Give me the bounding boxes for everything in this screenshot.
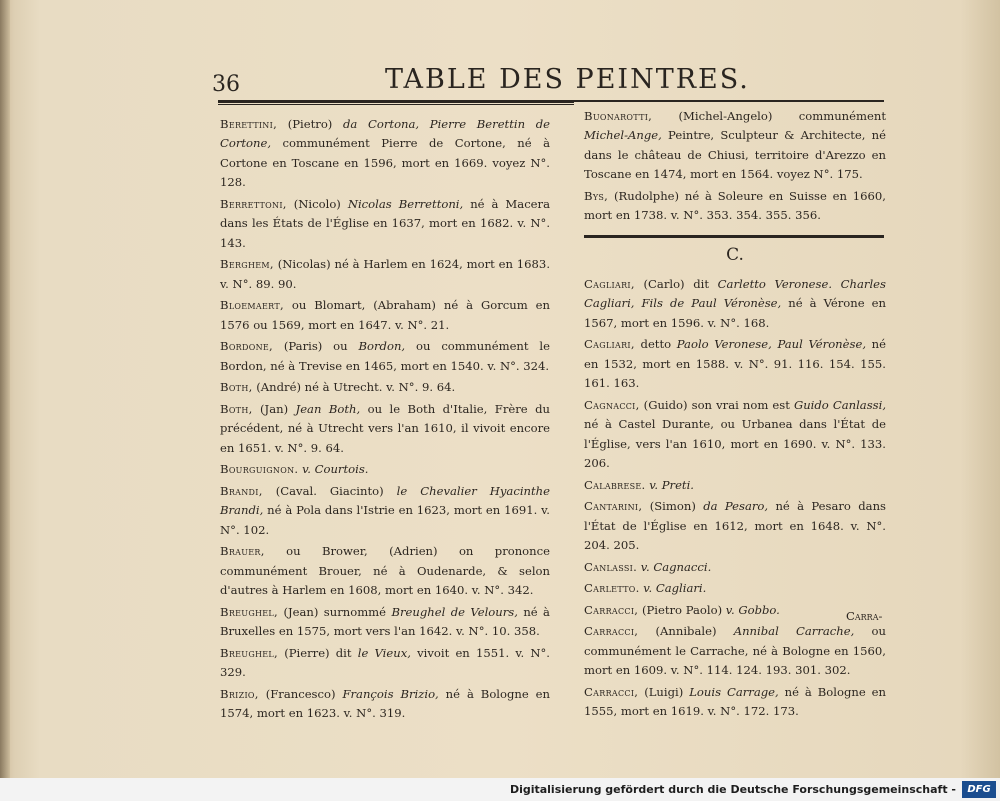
alternate-name: le Chevalier Hyacinthe Brandi, (220, 483, 550, 518)
painter-name: Cagliari, (584, 337, 635, 352)
entry-text: vivoit en 1551. v. N°. 329. (220, 645, 550, 680)
painter-name: Berrettoni, (220, 196, 287, 211)
index-entry (584, 107, 886, 185)
alternate-name: Breughel de Velours, (391, 604, 518, 619)
index-entry (220, 460, 550, 479)
painter-name: Canlassi. (584, 559, 638, 574)
alternate-name: Paolo Veronese, Paul Véronèse, (676, 337, 867, 352)
painter-name: Both, (220, 380, 253, 395)
entry-details: (Luigi) (638, 684, 690, 699)
entry-details: (Paris) ou (273, 339, 359, 354)
alternate-name: Louis Carrage, (689, 684, 779, 699)
entry-text: né à Utrecht. v. N°. 9. 64. (304, 380, 456, 395)
index-entry (584, 579, 886, 598)
entry-details: (Rudolphe) (608, 188, 685, 203)
painter-name: Cagnacci, (584, 397, 640, 412)
painter-name: Berettini, (220, 117, 278, 131)
header-rule-thin (218, 104, 574, 105)
index-entry (584, 683, 886, 722)
right-column-bottom (584, 275, 886, 722)
entry-text: on prononce communément Brouer, né à Oudenarde, & selon d'autres à Harlem en 1608, mort en 1640. v. N°. 342. (220, 544, 550, 598)
page-title: TABLE DES PEINTRES. (385, 64, 750, 95)
index-entry (220, 542, 550, 600)
alternate-name: v. Preti. (649, 477, 694, 492)
alternate-name: le Vieux, (357, 645, 411, 660)
alternate-name: v. Gobbo. (725, 602, 780, 617)
alternate-name: v. Cagnacci. (640, 559, 712, 574)
entry-text: ou le Both d'Italie, Frère du précédent, né à Utrecht vers l'an 1610, il vivoit encore en 1651. v. N°. 9. 64. (220, 401, 550, 455)
index-entry (584, 335, 886, 393)
right-column-top (584, 107, 886, 226)
alternate-name: da Cortona, Pierre Berettin de Cortone, (220, 117, 551, 151)
index-entry (220, 400, 550, 458)
painter-name: Bourguignon. (220, 462, 299, 477)
footer-bar (0, 778, 1000, 801)
index-entry (220, 296, 550, 335)
index-entry (220, 115, 550, 193)
entry-text: né à Macera dans les États de l'Église en 1637, mort en 1682. v. N°. 143. (220, 196, 550, 250)
painter-name: Carletto. (584, 581, 640, 596)
entry-text: né à Gorcum en 1576 ou 1569, mort en 1647. v. N°. 21. (220, 298, 550, 332)
painter-name: Brandi, (220, 483, 263, 498)
index-entry (220, 255, 550, 294)
entry-details: (Jan) (252, 401, 296, 416)
entry-details: (Francesco) (258, 686, 343, 701)
index-entry (220, 378, 550, 397)
entry-text: Peintre, Sculpteur & Architecte, né dans le château de Chiusi, territoire d'Arezzo en Toscane en 1474, mort en 1564. voyez N°. 175. (584, 128, 886, 182)
entry-details: ou Brower, (Adrien) (264, 544, 459, 559)
entry-details: (Jean) surnommé (278, 604, 392, 619)
dfg-logo-icon[interactable]: DFG (962, 781, 996, 798)
alternate-name: Nicolas Berrettoni, (347, 196, 464, 211)
entry-details: ou Blomart, (Abraham) (283, 298, 444, 313)
footer-text: Digitalisierung gefördert durch die Deutsche Forschungsgemeinschaft - (509, 783, 956, 796)
index-entry (584, 558, 886, 577)
painter-name: Buonarotti, (584, 109, 653, 123)
index-entry (220, 644, 550, 683)
index-entry (220, 603, 550, 642)
index-entry (584, 601, 886, 620)
page-number: 36 (212, 72, 240, 97)
entry-details: (Pietro Paolo) (638, 602, 726, 617)
painter-name: Bys, (584, 188, 609, 203)
entry-text: communément Pierre de Cortone, né à Cortone en Toscane en 1596, mort en 1669. voyez N°. 128. (220, 136, 550, 190)
alternate-name: Jean Both, (295, 401, 361, 416)
painter-name: Cagliari, (584, 277, 635, 292)
alternate-name: v. Cagliari. (643, 581, 707, 596)
painter-name: Bordone, (220, 339, 273, 354)
entry-text: né à Soleure en Suisse en 1660, mort en 1738. v. N°. 353. 354. 355. 356. (584, 188, 886, 223)
entry-text: né à Bruxelles en 1575, mort vers l'an 1642. v. N°. 10. 358. (220, 604, 550, 639)
entry-details: (Guido) son vrai nom est (639, 397, 794, 412)
left-column (220, 115, 550, 726)
entry-details: (Simon) (642, 499, 704, 514)
entry-text: né en 1532, mort en 1588. v. N°. 91. 116. 154. 155. 161. 163. (584, 337, 887, 391)
entry-text: né à Pola dans l'Istrie en 1623, mort en 1691. v. N°. 102. (220, 503, 550, 537)
index-entry (584, 476, 886, 495)
entry-details: (Michel-Angelo) communément (652, 109, 886, 123)
index-entry (584, 187, 886, 226)
index-entry (584, 275, 886, 333)
entry-details: (Caval. Giacinto) (262, 483, 397, 498)
index-entry (220, 482, 550, 540)
alternate-name: Carletto Veronese. Charles Cagliari, Fils de Paul Véronèse, (584, 277, 886, 311)
entry-text: ou communément le Bordon, né à Trevise en 1465, mort en 1540. v. N°. 324. (220, 339, 550, 373)
catchword: Carra- (846, 609, 883, 623)
page-edge (0, 0, 10, 778)
painter-name: Brizio, (220, 686, 259, 701)
alternate-name: Guido Canlassi, (793, 397, 887, 412)
entry-details: (Nicolo) (286, 196, 348, 211)
entry-text: ou communément le Carrache, né à Bologne en 1560, mort en 1609. v. N°. 114. 124. 193. 301. 302. (584, 624, 886, 678)
index-entry (584, 622, 886, 680)
painter-name: Carracci, (584, 684, 639, 699)
painter-name: Carracci, (584, 602, 639, 617)
entry-text: né à Bologne en 1574, mort en 1623. v. N°. 319. (220, 686, 550, 721)
section-letter: C. (726, 244, 744, 265)
entry-text: né à Pesaro dans l'État de l'Église en 1612, mort en 1648. v. N°. 204. 205. (584, 499, 886, 553)
entry-text: né à Harlem en 1624, mort en 1683. v. N°. 89. 90. (220, 257, 550, 291)
index-entry (584, 497, 886, 555)
entry-details: (Pietro) (277, 117, 344, 131)
header-rule-right (574, 100, 884, 102)
entry-details: detto (634, 337, 677, 352)
alternate-name: da Pesaro, (703, 499, 769, 514)
section-rule (584, 235, 884, 238)
alternate-name: Michel-Ange, (584, 128, 662, 143)
entry-text: né à Bologne en 1555, mort en 1619. v. N°. 172. 173. (584, 684, 887, 719)
painter-name: Berghem, (220, 257, 274, 272)
painter-name: Cantarini, (584, 499, 643, 514)
entry-details: (Carlo) dit (634, 277, 718, 292)
entry-text: né à Castel Durante, ou Urbanea dans l'État de l'Église, vers l'an 1610, mort en 1690. v. N°. 133. 206. (584, 417, 886, 471)
alternate-name: Annibal Carrache, (733, 624, 855, 639)
right-column (584, 107, 886, 724)
entry-details: (Pierre) dit (278, 645, 358, 660)
index-entry (220, 685, 550, 724)
painter-name: Both, (220, 401, 253, 416)
painter-name: Calabrese. (584, 477, 646, 492)
index-entry (220, 337, 550, 376)
painter-name: Breughel, (220, 645, 279, 660)
entry-details: (André) (252, 380, 305, 395)
index-entry (584, 396, 886, 474)
entry-details: (Annibale) (638, 624, 734, 639)
entry-details: (Nicolas) (273, 257, 335, 272)
entry-text: né à Vérone en 1567, mort en 1596. v. N°. 168. (584, 296, 886, 330)
painter-name: Bloemaert, (220, 298, 284, 313)
painter-name: Breughel, (220, 604, 279, 619)
alternate-name: v. Courtois. (302, 462, 369, 477)
alternate-name: Bordon, (358, 339, 406, 354)
painter-name: Carracci, (584, 624, 639, 639)
index-entry (220, 195, 550, 253)
header-rule-thick (218, 100, 574, 103)
alternate-name: François Brizio, (342, 686, 439, 701)
painter-name: Brauer, (220, 544, 265, 559)
